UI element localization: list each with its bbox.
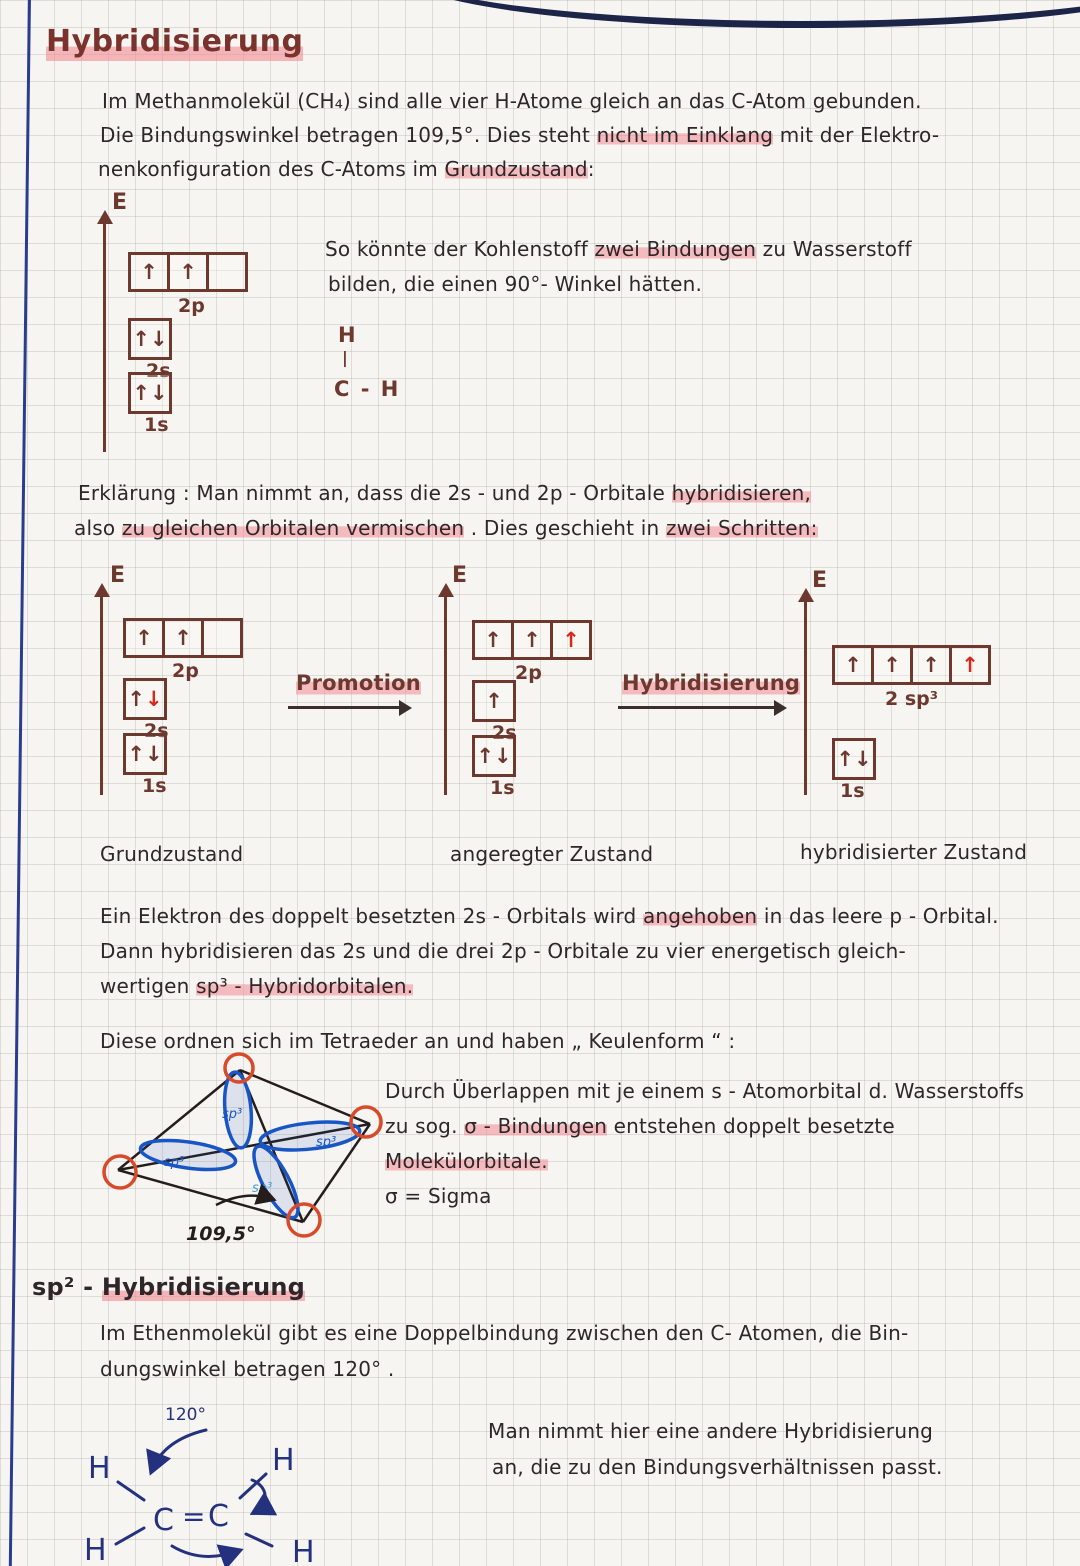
text: . Dies geschieht in (464, 516, 666, 540)
energy-axis-label: E (112, 190, 128, 215)
highlighted-text: Grundzustand (444, 157, 588, 181)
electron-para-line-1 (100, 903, 999, 929)
down-arrow-icon: ↓ (145, 742, 163, 766)
page-title (46, 22, 303, 61)
angle-arrow (152, 1430, 206, 1470)
down-arrow-icon: ↓ (854, 747, 872, 771)
orbital-label-1s: 1s (490, 777, 515, 799)
ethene-h-label: H (292, 1535, 315, 1566)
sp2-heading (32, 1272, 305, 1303)
energy-axis-label: E (812, 568, 828, 593)
highlighted-text: sp³ - Hybridorbitalen. (196, 974, 414, 998)
sp3-label: sp³ (222, 1107, 243, 1122)
highlighted-text: zwei Bindungen (594, 237, 757, 261)
highlighted-text: nicht im Einklang (596, 123, 774, 147)
orbital-cell-empty (204, 621, 240, 655)
highlighted-text: zwei Schritten: (665, 516, 818, 540)
energy-axis (100, 595, 103, 795)
tetrahedron-sp3-drawing (88, 1050, 393, 1250)
sigma-line-4: σ = Sigma (385, 1184, 492, 1208)
text: wertigen (100, 974, 197, 998)
orbital-cell (553, 623, 589, 657)
sp3-label: sp³ (316, 1135, 337, 1150)
up-arrow-icon: ↑ (127, 742, 145, 766)
orbital-row-2p-ground (123, 618, 243, 658)
down-arrow-icon: ↓ (150, 327, 168, 351)
text: also (74, 516, 122, 540)
energy-axis-label: E (452, 563, 468, 588)
highlighted-text: σ - Bindungen (464, 1114, 608, 1138)
orbital-row-2p (128, 252, 248, 292)
orbital-row-sp3 (832, 645, 991, 685)
double-bond: = (182, 1500, 206, 1533)
ethene-h-label: H (84, 1533, 107, 1566)
energy-axis-label: E (110, 563, 126, 588)
page-title-text: Hybridisierung (46, 24, 304, 59)
intro-line-3 (98, 156, 595, 182)
ethene-h-label: H (88, 1451, 111, 1486)
side-note-line-2 (328, 271, 702, 297)
orbital-cell (874, 648, 913, 682)
orbital-cell (835, 648, 874, 682)
up-arrow-icon: ↑ (523, 628, 541, 652)
erklaerung-line-2 (74, 515, 818, 541)
sigma-line-2 (385, 1113, 895, 1139)
up-arrow-icon: ↑ (922, 653, 940, 677)
sp3-label: sp³ (164, 1155, 185, 1170)
sigma-line-1: Durch Überlappen mit je einem s - Atomorbital d. Wasserstoffs (385, 1079, 1025, 1103)
promotion-arrow (288, 706, 408, 709)
up-arrow-icon: ↑ (132, 381, 150, 405)
orbital-label-2s: 2s (492, 722, 517, 744)
energy-axis (103, 222, 106, 452)
energy-axis (444, 595, 447, 795)
down-arrow-icon: ↓ (150, 381, 168, 405)
formula-h-top: H (338, 323, 356, 347)
orbital-box-1s (123, 733, 167, 775)
text: zu sog. (385, 1114, 465, 1138)
orbital-box-1s (128, 372, 172, 414)
down-arrow-icon: ↓ (494, 744, 512, 768)
text: in das leere p - Orbital. (757, 904, 999, 928)
electron-para-line-3 (100, 973, 413, 999)
orbital-cell (165, 621, 204, 655)
up-arrow-icon: ↑ (174, 626, 192, 650)
intro-line-1 (102, 88, 922, 114)
hybridisierung-label: Hybridisierung (622, 670, 800, 697)
orbital-label-2p: 2p (178, 295, 205, 317)
text: - (74, 1273, 102, 1301)
text: : (587, 157, 595, 181)
promotion-label: Promotion (296, 670, 421, 697)
formula-chain: C - H (334, 377, 401, 401)
up-arrow-icon: ↑ (135, 626, 153, 650)
orbital-cell (475, 623, 514, 657)
tetra-angle-label: 109,5° (186, 1223, 256, 1245)
text: zu Wasserstoff (756, 237, 912, 261)
orbital-box-2s-ground (123, 678, 167, 720)
bond-line (118, 1482, 144, 1500)
text: Erklärung : Man nimmt an, dass die 2s - und 2p - Orbitale (78, 481, 672, 505)
text: Die Bindungswinkel betragen 109,5°. Dies steht (100, 123, 597, 147)
orbital-box-2s-excited (472, 680, 516, 722)
intro-line-2 (100, 122, 939, 148)
state-label-ground: Grundzustand (100, 842, 244, 866)
bottom-arrow (172, 1546, 238, 1556)
previous-sheet-edge (395, 0, 1080, 28)
orbital-label-2p: 2p (172, 660, 199, 682)
up-arrow-icon: ↑ (127, 687, 145, 711)
sp2-line-1: Im Ethenmolekül gibt es eine Doppelbindung zwischen den C- Atomen, die Bin- (100, 1321, 909, 1345)
state-label-hybrid: hybridisierter Zustand (800, 840, 1028, 864)
orbital-box-2s (128, 318, 172, 360)
orbital-label-1s: 1s (144, 414, 169, 436)
up-arrow-icon: ↑ (140, 260, 158, 284)
ethene-molecule-drawing (60, 1398, 390, 1566)
ethene-h-label: H (272, 1443, 295, 1478)
orbital-box-1s (832, 738, 876, 780)
text: entstehen doppelt besetzte (607, 1114, 895, 1138)
highlighted-text: Hybridisierung (101, 1273, 306, 1301)
highlighted-text: zu gleichen Orbitalen vermischen (121, 516, 465, 540)
orbital-label-1s: 1s (142, 775, 167, 797)
orbital-box-1s (472, 735, 516, 777)
orbital-cell-empty (209, 255, 245, 289)
erklaerung-line-1 (78, 480, 811, 506)
highlighted-text: angehoben (642, 904, 758, 928)
text: Ein Elektron des doppelt besetzten 2s - Orbitals wird (100, 904, 643, 928)
orbital-cell (126, 621, 165, 655)
text: So könnte der Kohlenstoff (325, 237, 595, 261)
energy-axis (804, 600, 807, 795)
ethene-angle-label: 120° (165, 1405, 206, 1425)
up-arrow-icon: ↑ (476, 744, 494, 768)
tetraeder-line: Diese ordnen sich im Tetraeder an und haben „ Keulenform “ : (100, 1029, 736, 1053)
highlighted-text: hybridisieren, (671, 481, 812, 505)
up-arrow-icon: ↑ (836, 747, 854, 771)
promoted-electron-up-arrow-icon: ↑ (562, 628, 580, 652)
orbital-label-2p: 2p (515, 662, 542, 684)
orbital-cell (131, 255, 170, 289)
ethene-c-label: C (208, 1499, 229, 1534)
orbital-cell (514, 623, 553, 657)
margin-line (9, 0, 31, 1566)
text: Dann hybridisieren das 2s und die drei 2p - Orbitale zu vier energetisch gleich- (100, 939, 906, 963)
sp2-line-2: dungswinkel betragen 120° . (100, 1357, 395, 1381)
closing-line-2: an, die zu den Bindungsverhältnissen passt. (492, 1455, 943, 1479)
orbital-label-2s: 2s (146, 360, 171, 382)
ethene-c-label: C (153, 1503, 174, 1538)
sp3-label: sp³ (252, 1181, 273, 1196)
up-arrow-icon: ↑ (883, 653, 901, 677)
orbital-row-2p-excited (472, 620, 592, 660)
side-note-line-1 (325, 236, 912, 262)
hybridisierung-arrow (618, 706, 783, 709)
orbital-cell (170, 255, 209, 289)
state-label-excited: angeregter Zustand (450, 842, 654, 866)
up-arrow-icon: ↑ (132, 327, 150, 351)
text: bilden, die einen 90°- Winkel hätten. (328, 272, 703, 296)
orbital-label-sp3: 2 sp³ (885, 688, 939, 710)
angle-arrow (216, 1196, 272, 1205)
highlighted-text: Molekülorbitale. (385, 1149, 548, 1173)
orbital-label-1s: 1s (840, 780, 865, 802)
up-arrow-icon: ↑ (179, 260, 197, 284)
promoted-electron-down-arrow-icon: ↓ (145, 687, 163, 711)
text: Im Methanmolekül (CH₄) sind alle vier H-Atome gleich an das C-Atom gebunden. (102, 89, 922, 113)
formula-bond: | (342, 348, 349, 367)
bond-line (116, 1528, 144, 1544)
closing-line-1: Man nimmt hier eine andere Hybridisierung (488, 1419, 933, 1443)
up-arrow-icon: ↑ (484, 628, 502, 652)
up-arrow-icon: ↑ (485, 689, 503, 713)
electron-para-line-2 (100, 938, 906, 964)
text: mit der Elektro- (773, 123, 940, 147)
text: sp² (32, 1273, 75, 1301)
sigma-line-3 (385, 1148, 548, 1174)
text: nenkonfiguration des C-Atoms im (98, 157, 445, 181)
up-arrow-icon: ↑ (844, 653, 862, 677)
orbital-cell (913, 648, 952, 682)
orbital-label-2s: 2s (144, 720, 169, 742)
bond-line (246, 1534, 272, 1546)
promoted-electron-up-arrow-icon: ↑ (961, 653, 979, 677)
orbital-cell (952, 648, 988, 682)
